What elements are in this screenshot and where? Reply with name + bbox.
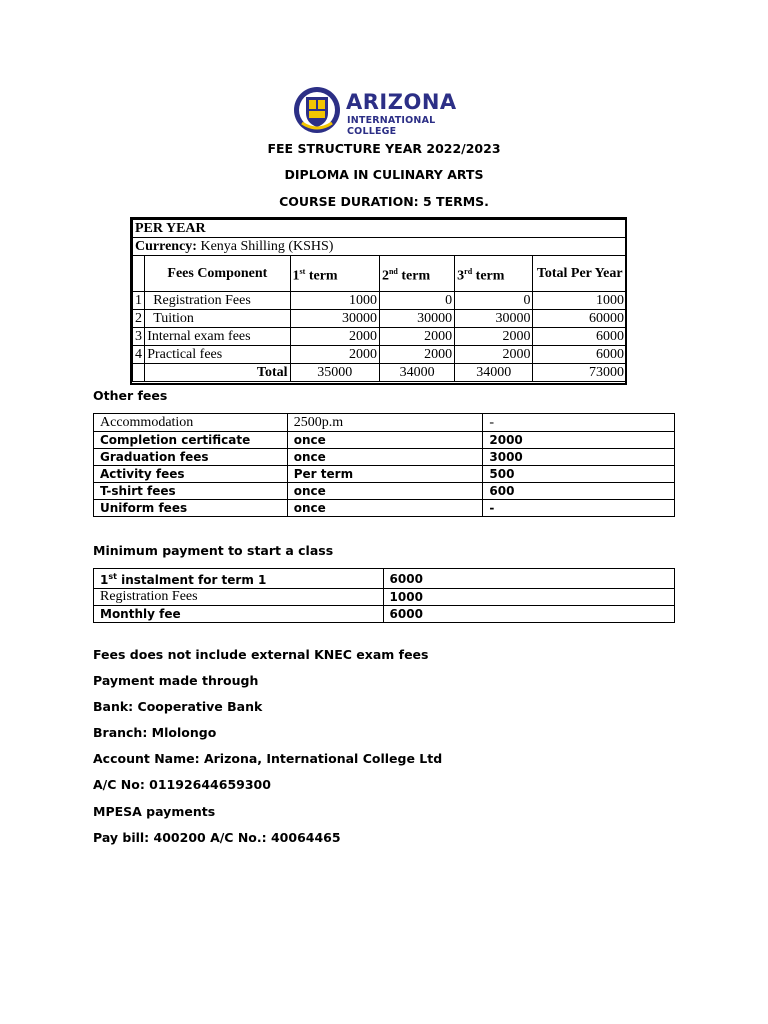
row-term2: 30000 — [379, 310, 454, 328]
logo-subtitle: INTERNATIONAL COLLEGE — [347, 115, 436, 137]
min-payment-table — [93, 568, 675, 623]
row-term2: 0 — [379, 292, 454, 310]
other-fees-label: Other fees — [93, 388, 168, 403]
row-term1: 30000 — [290, 310, 379, 328]
fee-frequency: once — [287, 500, 483, 517]
paybill: Pay bill: 400200 A/C No.: 40064465 — [93, 830, 341, 845]
row-total: 1000 — [533, 292, 627, 310]
fee-amount: 600 — [483, 483, 675, 500]
header-blank — [133, 256, 145, 292]
row-total: 60000 — [533, 310, 627, 328]
row-term1: 2000 — [290, 328, 379, 346]
row-number: 3 — [133, 328, 145, 346]
row-term1: 2000 — [290, 346, 379, 364]
fee-frequency: Per term — [287, 466, 483, 483]
table-row — [133, 292, 627, 310]
fee-amount: 3000 — [483, 449, 675, 466]
instalment-label: 1st instalment for term 1 — [94, 569, 384, 589]
row-total: 6000 — [533, 346, 627, 364]
total-year: 73000 — [533, 364, 627, 382]
fee-item: Completion certificate — [94, 432, 288, 449]
payment-via: Payment made through — [93, 673, 259, 688]
min-payment-label: Minimum payment to start a class — [93, 543, 334, 558]
fee-item: Graduation fees — [94, 449, 288, 466]
fee-amount: 2000 — [483, 432, 675, 449]
table-row — [94, 589, 675, 606]
monthly-label: Monthly fee — [94, 606, 384, 623]
header-term2: 2nd term — [379, 256, 454, 292]
course-duration: COURSE DURATION: 5 TERMS. — [279, 194, 489, 209]
diploma-title: DIPLOMA IN CULINARY ARTS — [284, 167, 484, 182]
table-row — [133, 310, 627, 328]
branch-name: Branch: Mlolongo — [93, 725, 217, 740]
per-year-table — [132, 219, 627, 382]
table-row — [94, 414, 675, 432]
header-term1: 1st term — [290, 256, 379, 292]
per-year-title: PER YEAR — [133, 220, 627, 238]
mpesa-label: MPESA payments — [93, 804, 216, 819]
row-number: 2 — [133, 310, 145, 328]
fee-frequency: once — [287, 483, 483, 500]
account-name: Account Name: Arizona, International College Ltd — [93, 751, 443, 766]
header-component: Fees Component — [145, 256, 290, 292]
table-row — [133, 328, 627, 346]
monthly-amount: 6000 — [383, 606, 674, 623]
other-fees-table — [93, 413, 675, 517]
row-term3: 2000 — [455, 328, 533, 346]
row-number: 4 — [133, 346, 145, 364]
total-blank — [133, 364, 145, 382]
fee-amount: 500 — [483, 466, 675, 483]
fee-structure-title: FEE STRUCTURE YEAR 2022/2023 — [267, 141, 501, 156]
fee-frequency: once — [287, 449, 483, 466]
total-row — [133, 364, 627, 382]
row-name: Practical fees — [145, 346, 290, 364]
row-number: 1 — [133, 292, 145, 310]
college-logo — [292, 85, 472, 135]
row-name: Tuition — [145, 310, 290, 328]
total-label: Total — [145, 364, 290, 382]
table-row — [94, 606, 675, 623]
logo-name: ARIZONA — [346, 90, 457, 114]
row-total: 6000 — [533, 328, 627, 346]
row-term3: 0 — [455, 292, 533, 310]
total-term3: 34000 — [455, 364, 533, 382]
currency-row — [133, 238, 627, 256]
table-row — [94, 483, 675, 500]
row-name: Internal exam fees — [145, 328, 290, 346]
bank-name: Bank: Cooperative Bank — [93, 699, 263, 714]
fee-item: Uniform fees — [94, 500, 288, 517]
row-name: Registration Fees — [145, 292, 290, 310]
fee-amount: - — [483, 500, 675, 517]
table-row — [94, 466, 675, 483]
table-row — [94, 500, 675, 517]
fee-amount: - — [483, 414, 675, 432]
table-row — [94, 449, 675, 466]
row-term1: 1000 — [290, 292, 379, 310]
registration-label: Registration Fees — [94, 589, 384, 606]
fee-item: Activity fees — [94, 466, 288, 483]
fee-item: T-shirt fees — [94, 483, 288, 500]
currency-value: Kenya Shilling (KSHS) — [200, 239, 334, 254]
fee-frequency: once — [287, 432, 483, 449]
registration-amount: 1000 — [383, 589, 674, 606]
currency-label: Currency: — [135, 239, 197, 254]
row-term3: 2000 — [455, 346, 533, 364]
crest-icon — [292, 85, 342, 135]
table-row — [94, 569, 675, 589]
row-term2: 2000 — [379, 328, 454, 346]
row-term3: 30000 — [455, 310, 533, 328]
fee-frequency: 2500p.m — [287, 414, 483, 432]
header-total: Total Per Year — [533, 256, 627, 292]
total-term1: 35000 — [290, 364, 379, 382]
table-row — [133, 346, 627, 364]
account-number: A/C No: 01192644659300 — [93, 777, 271, 792]
instalment-amount: 6000 — [383, 569, 674, 589]
fee-item: Accommodation — [94, 414, 288, 432]
table-row — [94, 432, 675, 449]
total-term2: 34000 — [379, 364, 454, 382]
knec-note: Fees does not include external KNEC exam fees — [93, 647, 429, 662]
row-term2: 2000 — [379, 346, 454, 364]
header-term3: 3rd term — [455, 256, 533, 292]
